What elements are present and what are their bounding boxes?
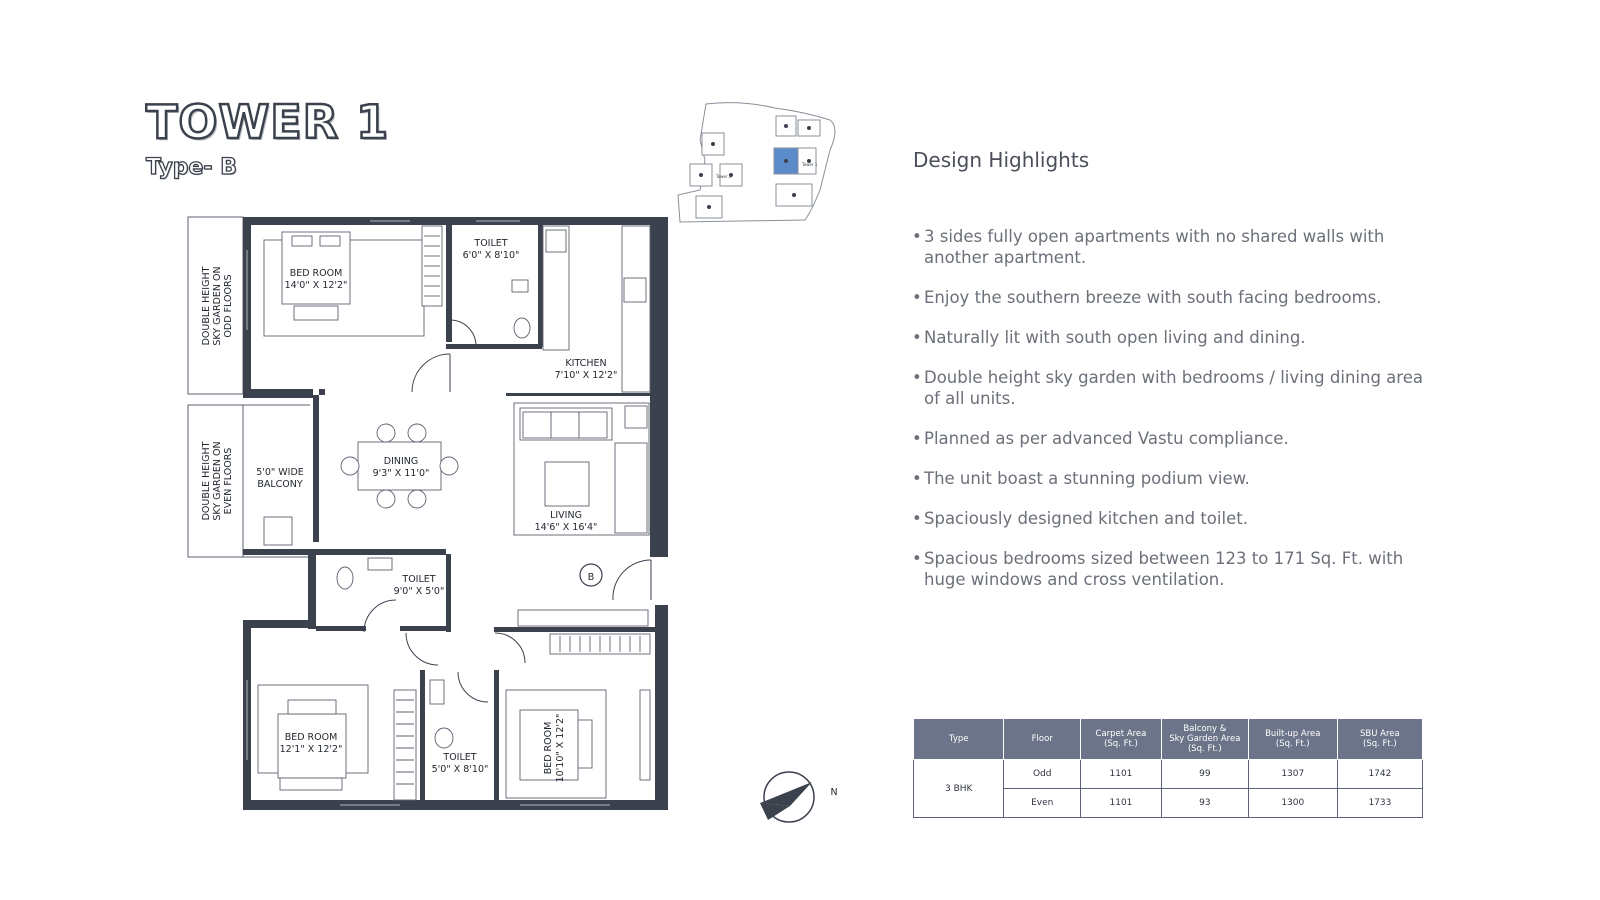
area-table <box>913 718 1423 818</box>
bedroom1-name: BED ROOM <box>289 268 343 279</box>
dining-name: DINING <box>383 456 419 467</box>
sky-garden-odd-line1: DOUBLE HEIGHT <box>201 266 212 346</box>
balcony-name: BALCONY <box>257 479 303 490</box>
highlight-item: • Double height sky garden with bedrooms / living dining area of all units. <box>912 367 1442 409</box>
header-type: Type <box>914 719 1004 760</box>
key-plan-tower2-label: Tower 2 <box>716 174 732 179</box>
bedroom3-name: BED ROOM <box>543 721 554 775</box>
toilet3-size: 5'0" X 8'10" <box>431 764 489 775</box>
living-name: LIVING <box>550 510 582 521</box>
sky-garden-even-line1: DOUBLE HEIGHT <box>201 441 212 521</box>
header-floor: Floor <box>1004 719 1081 760</box>
cell-builtup: 1300 <box>1248 789 1337 818</box>
sky-garden-even-line3: EVEN FLOORS <box>223 447 234 515</box>
cell-type: 3 BHK <box>914 760 1004 818</box>
key-plan-tower1-label: Tower 1 <box>802 162 818 167</box>
sky-garden-even-line2: SKY GARDEN ON <box>212 441 223 521</box>
bedroom2-size: 12'1" X 12'2" <box>279 744 343 755</box>
cell-floor: Odd <box>1004 760 1081 789</box>
highlight-item: • Spacious bedrooms sized between 123 to 171 Sq. Ft. with huge windows and cross ventilation. <box>912 548 1442 590</box>
tower-title: TOWER 1 <box>146 95 390 149</box>
highlight-item: • Enjoy the southern breeze with south facing bedrooms. <box>912 287 1442 308</box>
kitchen-name: KITCHEN <box>565 358 607 369</box>
unit-marker-label: B <box>587 572 595 583</box>
unit-type-label: Type- B <box>146 155 237 180</box>
header-builtup-area: Built-up Area (Sq. Ft.) <box>1248 719 1337 760</box>
cell-sbu: 1742 <box>1337 760 1422 789</box>
area-table-header-row <box>914 719 1423 760</box>
sky-garden-odd-line3: ODD FLOORS <box>223 274 234 338</box>
dining-size: 9'3" X 11'0" <box>372 468 430 479</box>
highlight-item: • Spaciously designed kitchen and toilet. <box>912 508 1442 529</box>
highlight-item: • Planned as per advanced Vastu compliance. <box>912 428 1442 449</box>
toilet2-name: TOILET <box>402 574 436 585</box>
bedroom1-size: 14'0" X 12'2" <box>284 280 348 291</box>
cell-balcony: 99 <box>1161 760 1248 789</box>
cell-floor: Even <box>1004 789 1081 818</box>
compass-icon <box>760 772 814 822</box>
highlight-item: • Naturally lit with south open living and dining. <box>912 327 1442 348</box>
toilet1-name: TOILET <box>474 238 508 249</box>
cell-balcony: 93 <box>1161 789 1248 818</box>
balcony-width: 5'0" WIDE <box>256 467 304 478</box>
highlight-item: • 3 sides fully open apartments with no shared walls with another apartment. <box>912 226 1442 268</box>
header-carpet-area: Carpet Area (Sq. Ft.) <box>1080 719 1161 760</box>
compass-north-label: N <box>830 787 838 798</box>
cell-sbu: 1733 <box>1337 789 1422 818</box>
design-highlights-heading: Design Highlights <box>913 148 1090 172</box>
highlights-list <box>912 226 1442 609</box>
living-size: 14'6" X 16'4" <box>534 522 598 533</box>
header-sbu-area: SBU Area (Sq. Ft.) <box>1337 719 1422 760</box>
kitchen-size: 7'10" X 12'2" <box>554 370 618 381</box>
highlight-item: • The unit boast a stunning podium view. <box>912 468 1442 489</box>
sky-garden-odd-line2: SKY GARDEN ON <box>212 266 223 346</box>
bedroom3-size: 10'10" X 12'2" <box>555 713 566 783</box>
cell-builtup: 1307 <box>1248 760 1337 789</box>
header-balcony-area: Balcony & Sky Garden Area (Sq. Ft.) <box>1161 719 1248 760</box>
table-row <box>914 760 1423 789</box>
toilet1-size: 6'0" X 8'10" <box>462 250 520 261</box>
toilet2-size: 9'0" X 5'0" <box>393 586 445 597</box>
bedroom2-name: BED ROOM <box>284 732 338 743</box>
cell-carpet: 1101 <box>1080 760 1161 789</box>
toilet3-name: TOILET <box>443 752 477 763</box>
key-plan <box>678 103 835 222</box>
cell-carpet: 1101 <box>1080 789 1161 818</box>
